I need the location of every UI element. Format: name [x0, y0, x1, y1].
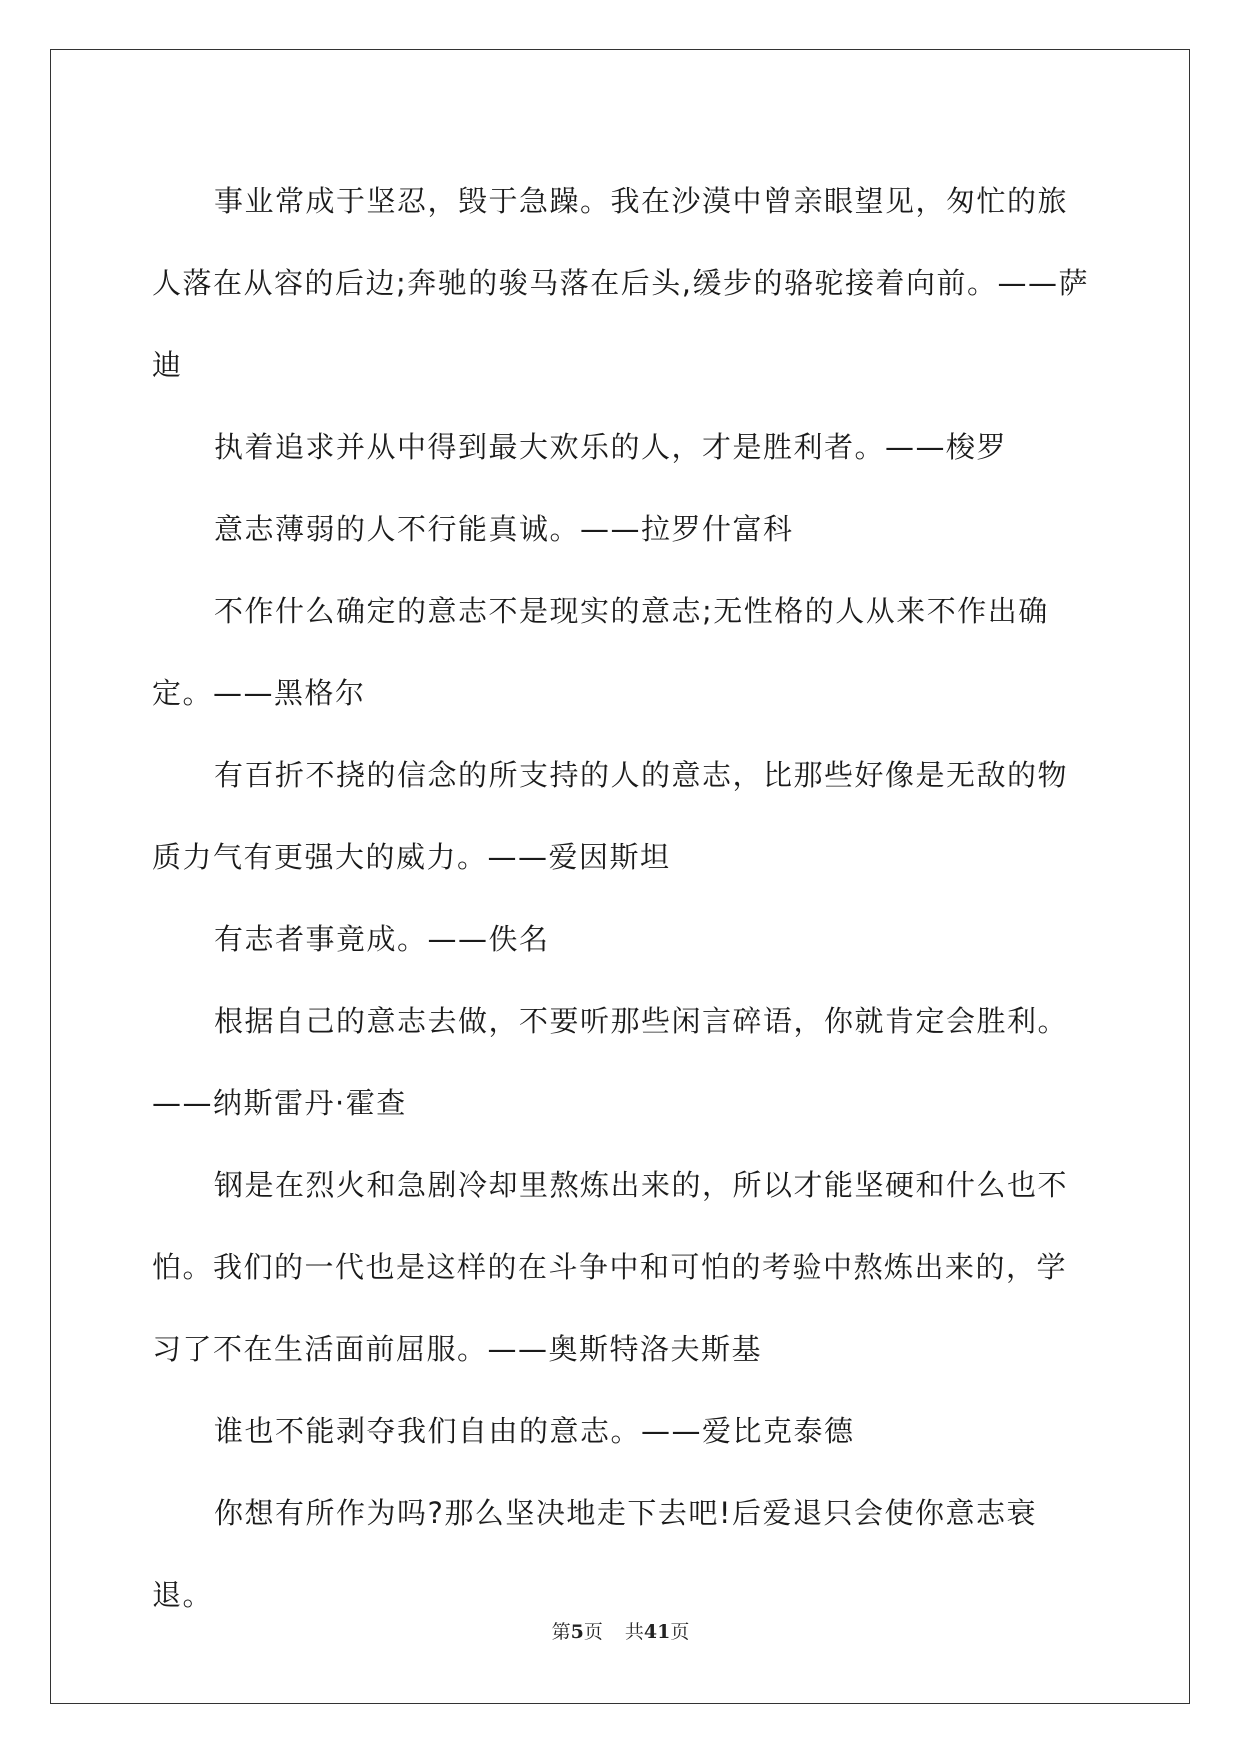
paragraph: 事业常成于坚忍，毁于急躁。我在沙漠中曾亲眼望见，匆忙的旅人落在从容的后边;奔驰的骏马落在后头,缓步的骆驼接着向前。——萨迪	[152, 184, 1089, 382]
page-footer	[0, 1617, 1241, 1644]
paragraph: 根据自己的意志去做，不要听那些闲言碎语，你就肯定会胜利。——纳斯雷丹·霍查	[152, 1004, 1069, 1120]
paragraph: 不作什么确定的意志不是现实的意志;无性格的人从来不作出确定。——黑格尔	[152, 594, 1049, 710]
paragraph: 有百折不挠的信念的所支持的人的意志，比那些好像是无敌的物质力气有更强大的威力。——爱因斯坦	[152, 758, 1069, 874]
page-suffix: 页	[583, 1621, 603, 1643]
paragraph: 钢是在烈火和急剧冷却里熬炼出来的，所以才能坚硬和什么也不怕。我们的一代也是这样的在斗争中和可怕的考验中熬炼出来的，学习了不在生活面前屈服。——奥斯特洛夫斯基	[152, 1168, 1069, 1366]
paragraph: 你想有所作为吗?那么坚决地走下去吧!后爱退只会使你意志衰退。	[152, 1496, 1038, 1612]
total-pages: 41	[643, 1621, 671, 1643]
paragraph: 有志者事竟成。——佚名	[214, 922, 550, 956]
page-prefix: 第	[551, 1621, 571, 1643]
total-prefix: 共	[624, 1621, 644, 1643]
paragraph: 执着追求并从中得到最大欢乐的人，才是胜利者。——梭罗	[214, 430, 1008, 464]
total-suffix: 页	[670, 1621, 690, 1643]
paragraph: 谁也不能剥夺我们自由的意志。——爱比克泰德	[214, 1414, 855, 1448]
document-body	[152, 160, 1092, 1636]
page-number: 5	[570, 1621, 584, 1643]
paragraph: 意志薄弱的人不行能真诚。——拉罗什富科	[214, 512, 794, 546]
